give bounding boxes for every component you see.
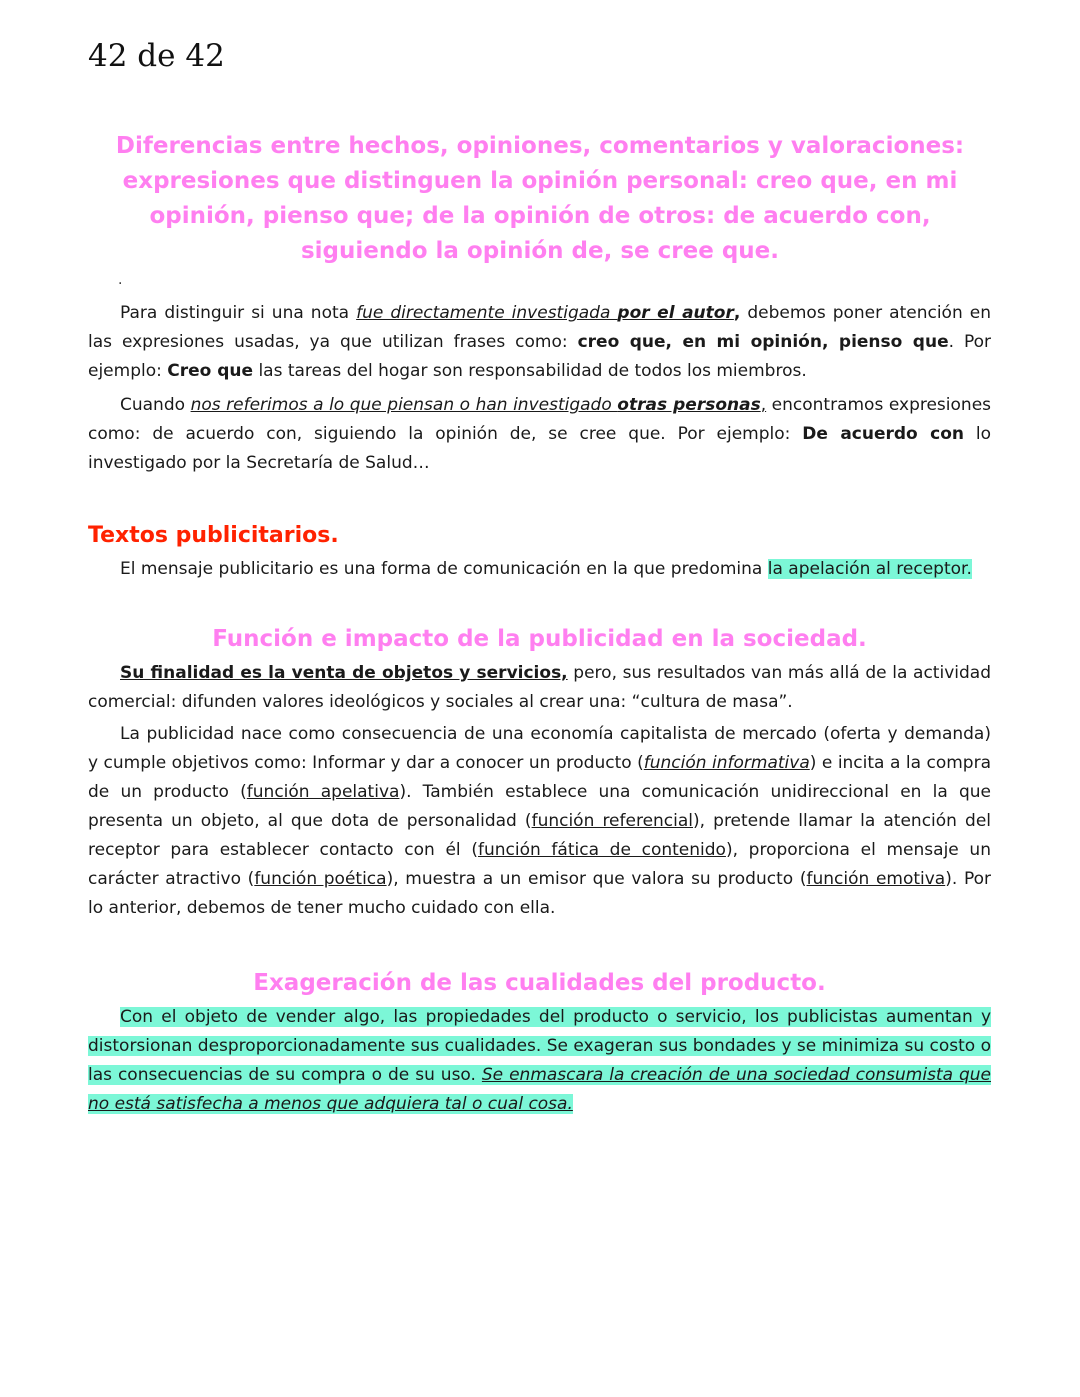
paragraph-opinion-personal: Para distinguir si una nota fue directamente investigada por el autor, debemos poner atención en las expresiones usadas, ya que utilizan frases como: creo que, en mi opinión, pienso que. Por ejemplo: Creo que las tareas del hogar son responsabilidad de todos los miembros.	[88, 303, 992, 381]
page-counter: 42 de 42	[88, 38, 225, 74]
paragraph-exageracion: Con el objeto de vender algo, las propiedades del producto o servicio, los publicistas aumentan y distorsionan desproporcionadamente sus cualidades. Se exageran sus bondades y se minimiza su costo o las consecuencias de su compra o de su uso. Se enmascara la creación de una sociedad consumista que no está satisfecha a menos que adquiera tal o cual cosa.	[88, 1007, 991, 1114]
heading-exageracion: Exageración de las cualidades del producto.	[253, 970, 826, 996]
paragraph-finalidad: Su finalidad es la venta de objetos y servicios, pero, sus resultados van más allá de la actividad comercial: difunden valores ideológicos y sociales al crear una: “cultura de masa”.	[88, 663, 991, 712]
paragraph-mensaje-publicitario: El mensaje publicitario es una forma de comunicación en la que predomina la apelación al receptor.	[120, 559, 972, 579]
stray-dot: .	[118, 272, 123, 288]
heading-funcion-impacto: Función e impacto de la publicidad en la sociedad.	[212, 626, 867, 652]
main-heading: Diferencias entre hechos, opiniones, comentarios y valoraciones: expresiones que distinguen la opinión personal: creo que, en mi opinión, pienso que; de la opinión de otros: de acuerdo con, siguiendo la opinión de, se cree que.	[115, 133, 965, 264]
section-heading-publicitarios: Textos publicitarios.	[88, 523, 339, 548]
paragraph-opinion-otros: Cuando nos referimos a lo que piensan o han investigado otras personas, encontramos expresiones como: de acuerdo con, siguiendo la opinión de, se cree que. Por ejemplo: De acuerdo con lo investigado por la Secretaría de Salud…	[88, 395, 992, 473]
paragraph-funciones: La publicidad nace como consecuencia de una economía capitalista de mercado (oferta y demanda) y cumple objetivos como: Informar y dar a conocer un producto (función informativa) e incita a la compra de un producto (función apelativa). También establece una comunicación unidireccional en la que presenta un objeto, al que dota de personalidad (función referencial), pretende llamar la atención del receptor para establecer contacto con él (función fática de contenido), proporciona el mensaje un carácter atractivo (función poética), muestra a un emisor que valora su producto (función emotiva). Por lo anterior, debemos de tener mucho cuidado con ella.	[88, 724, 992, 918]
